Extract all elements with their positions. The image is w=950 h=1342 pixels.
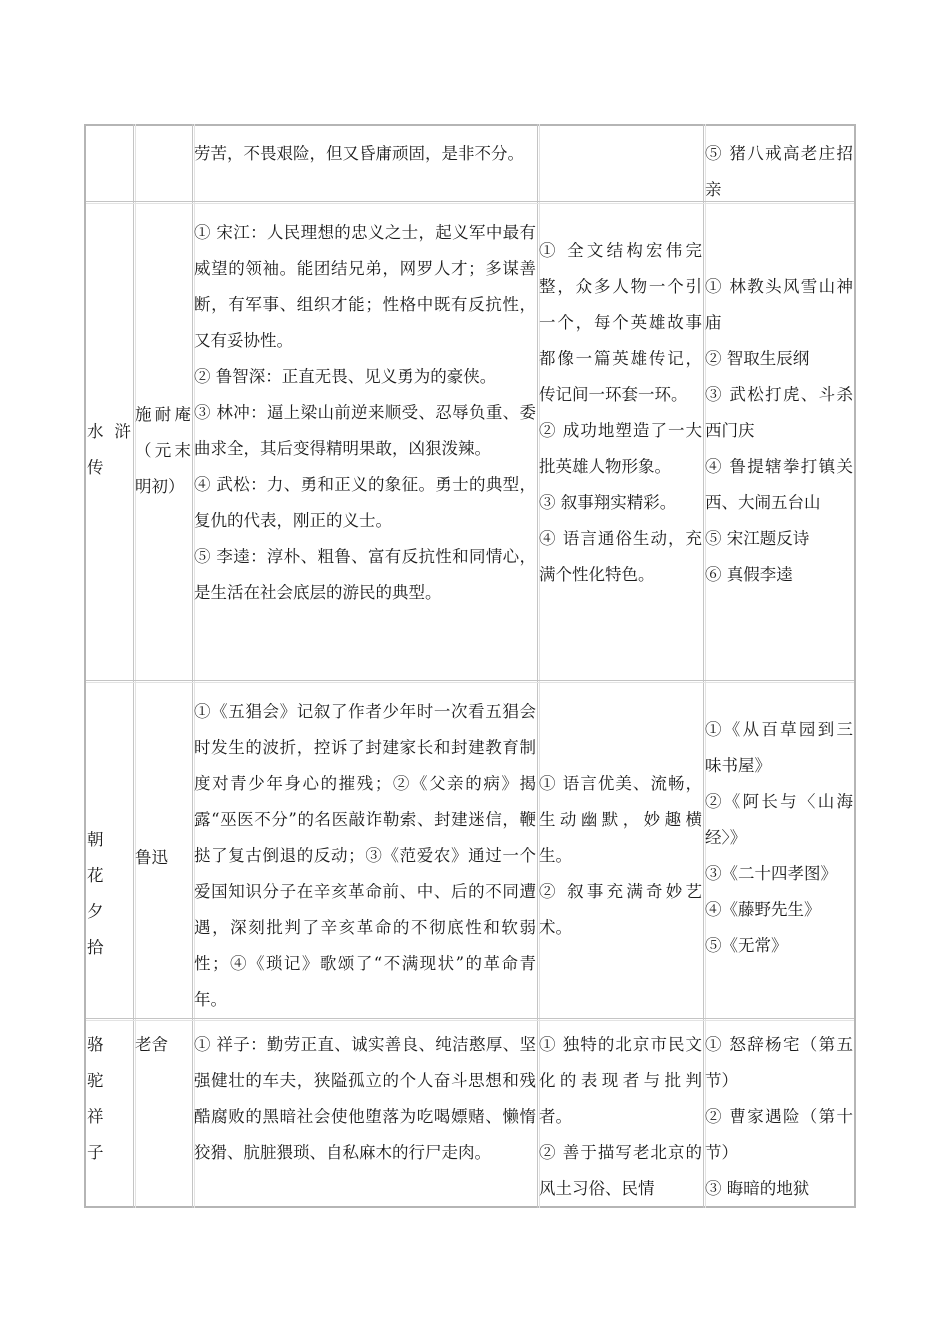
row3-episodes: ① 怒辞杨宅（第五节） ② 曹家遇险（第十节） ③ 晦暗的地狱 (705, 1035, 853, 1198)
row0-episodes: ⑤ 猪八戒高老庄招亲 (705, 144, 853, 199)
row1-art: ① 全文结构宏伟完整，众多人物一个引一个，每个英雄故事都像一篇英雄传记，传记间一环套一环。 ② 成功地塑造了一大批英雄人物形象。 ③ 叙事翔实精彩。 ④ 语言通俗生动，充满个性化特色。 (539, 241, 702, 584)
row2-title: 朝花夕拾 (87, 830, 114, 957)
row3-art: ① 独特的北京市民文化的表现者与批判者。 ② 善于描写老北京的风土习俗、民情 (539, 1035, 702, 1198)
row0-content: 劳苦，不畏艰险，但又昏庸顽固，是非不分。 (194, 144, 524, 163)
row2-author: 鲁迅 (135, 848, 168, 867)
row2-content: ①《五猖会》记叙了作者少年时一次看五猖会时发生的波折，控诉了封建家长和封建教育制度对青少年身心的摧残；②《父亲的病》揭露“巫医不分”的名医敲诈勒索、封建迷信，鞭挞了复古倒退的反动；③《范爱农》通过一个爱国知识分子在辛亥革命前、中、后的不同遭遇，深刻批判了辛亥革命的不彻底性和软弱性；④《琐记》歌颂了“不满现状”的革命青年。 (194, 702, 536, 1009)
column-divider (537, 124, 538, 1208)
row2-art: ① 语言优美、流畅，生动幽默，妙趣横生。 ② 叙事充满奇妙艺术。 (539, 774, 702, 937)
row3-title: 骆驼祥子 (87, 1035, 114, 1162)
row1-author: 施耐庵（元末明初） (135, 405, 191, 496)
row2-episodes: ①《从百草园到三味书屋》 ②《阿长与〈山海经〉》 ③《二十四孝图》 ④《藤野先生》 ⑤《无常》 (705, 720, 853, 955)
column-divider (192, 124, 193, 1208)
row1-episodes: ① 林教头风雪山神庙 ② 智取生辰纲 ③ 武松打虎、斗杀西门庆 ④ 鲁提辖拳打镇关西、大闹五台山 ⑤ 宋江题反诗 ⑥ 真假李逵 (705, 277, 853, 584)
row-divider (86, 1018, 854, 1019)
column-divider (703, 124, 704, 1208)
row1-title: 水浒传 (87, 422, 131, 477)
column-divider (133, 124, 134, 1208)
row-divider (86, 680, 854, 681)
row3-content: ① 祥子：勤劳正直、诚实善良、纯洁憨厚、坚强健壮的车夫，狭隘孤立的个人奋斗思想和残酷腐败的黑暗社会使他堕落为吃喝嫖赌、懒惰狡猾、肮脏猥琐、自私麻木的行尸走肉。 (194, 1035, 536, 1162)
row3-author: 老舍 (135, 1035, 168, 1054)
row1-content: ① 宋江：人民理想的忠义之士，起义军中最有威望的领袖。能团结兄弟，网罗人才；多谋善断，有军事、组织才能；性格中既有反抗性，又有妥协性。 ② 鲁智深：正直无畏、见义勇为的豪侠。 ③ 林冲：逼上梁山前逆来顺受、忍辱负重、委曲求全，其后变得精明果敢，凶狠泼辣。 ④ 武松：力、勇和正义的象征。勇士的典型，复仇的代表，刚正的义士。 ⑤ 李逵：淳朴、粗鲁、富有反抗性和同情心，是生活在社会底层的游民的典型。 (194, 223, 536, 602)
